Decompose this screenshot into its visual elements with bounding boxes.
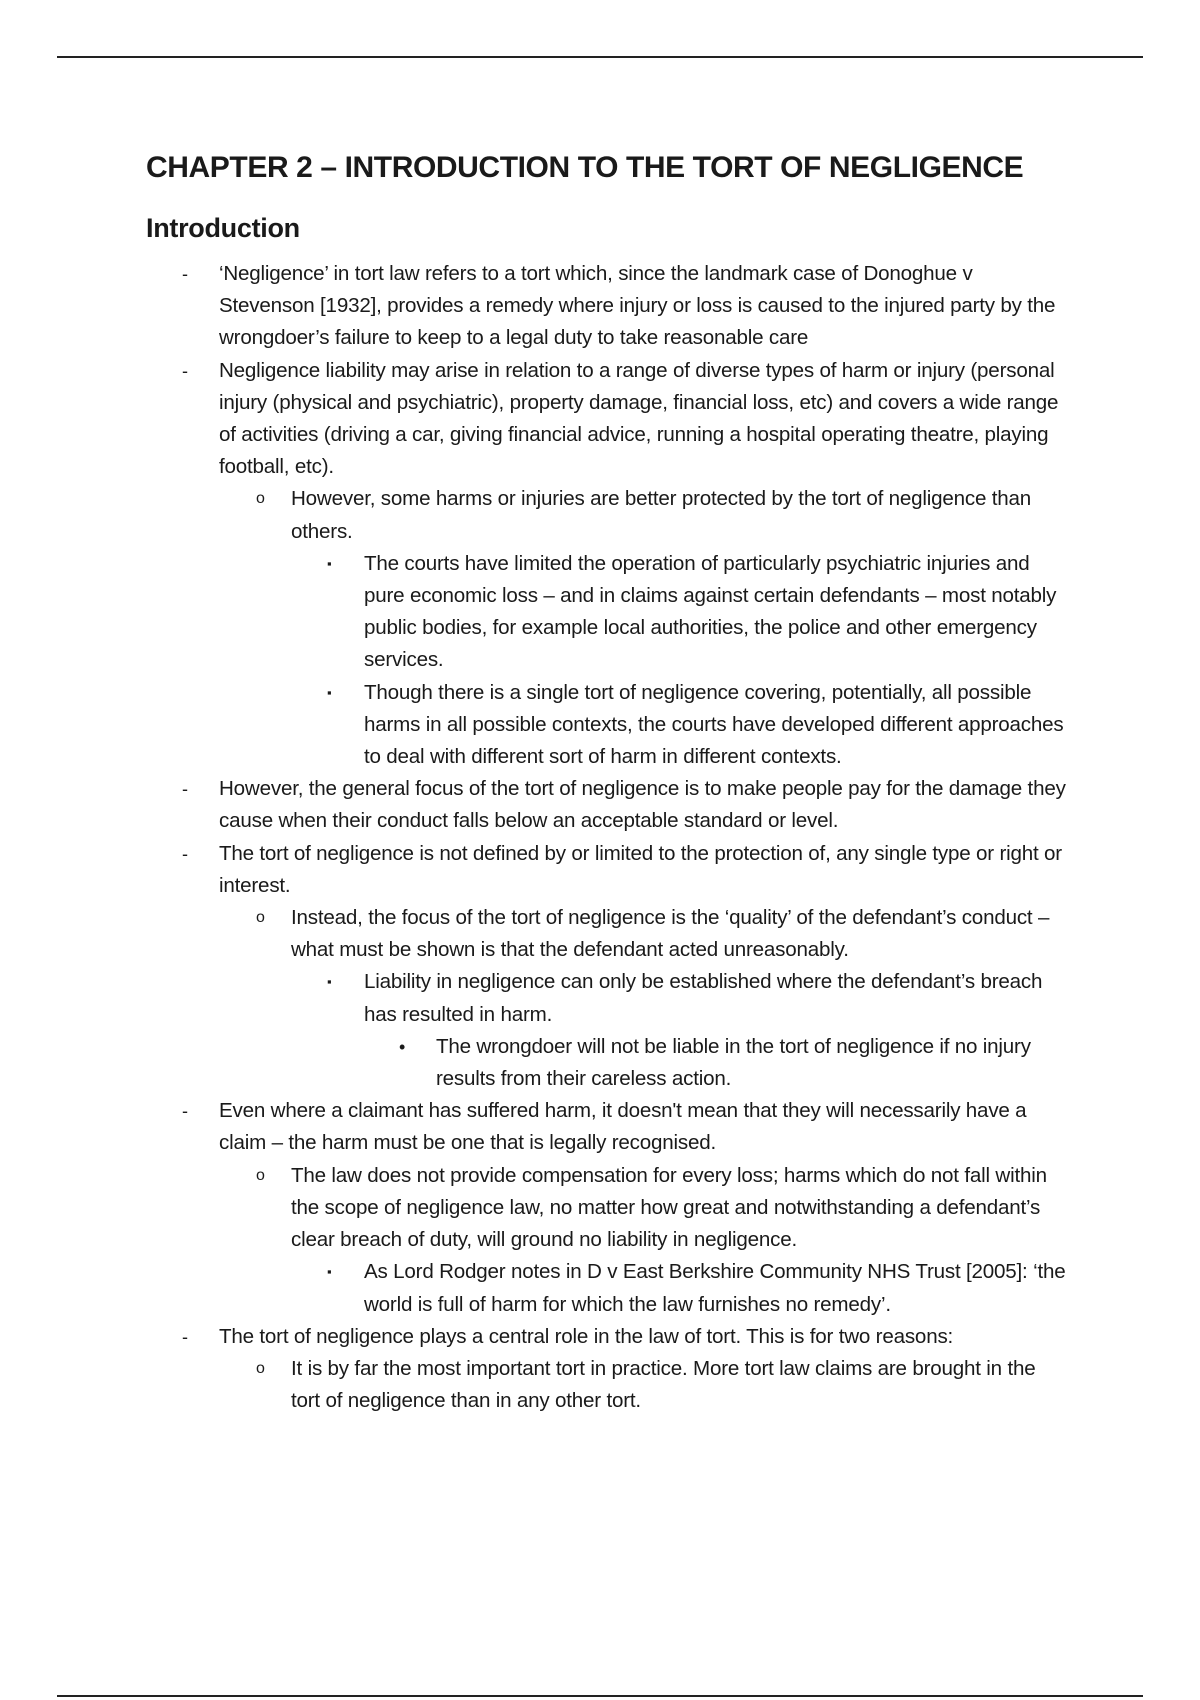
list-item	[146, 548, 1066, 677]
list-item-text: The law does not provide compensation for every loss; harms which do not fall within the scope of negligence law, no matter how great and notwithstanding a defendant’s clear breach of duty, will ground no liability in negligence.	[291, 1163, 1047, 1252]
dash-marker: -	[182, 1101, 188, 1122]
list-item	[146, 1160, 1066, 1257]
dash-marker: -	[182, 779, 188, 800]
list-item	[146, 1031, 1066, 1095]
circle-marker: o	[256, 909, 265, 927]
footer-rule	[57, 1695, 1143, 1697]
document-page	[146, 146, 1066, 1417]
list-item	[146, 258, 1066, 355]
square-marker: ▪	[327, 1264, 332, 1280]
list-item	[146, 838, 1066, 902]
list-item-text: Liability in negligence can only be established where the defendant’s breach has resulted in harm.	[364, 970, 1043, 1026]
square-marker: ▪	[327, 684, 332, 700]
list-item-text: It is by far the most important tort in practice. More tort law claims are brought in the tort of negligence than in any other tort.	[291, 1356, 1036, 1413]
list-item	[146, 677, 1066, 774]
list-item	[146, 483, 1066, 547]
circle-marker: o	[256, 1166, 265, 1184]
list-item-text: The wrongdoer will not be liable in the tort of negligence if no injury results from their careless action.	[436, 1034, 1031, 1091]
dash-marker: -	[182, 360, 188, 381]
list-item-text: However, some harms or injuries are better protected by the tort of negligence than others.	[291, 487, 1032, 543]
list-item-text: However, the general focus of the tort of negligence is to make people pay for the damage they cause when their conduct falls below an acceptable standard or level.	[219, 777, 1066, 833]
list-item	[146, 1256, 1066, 1320]
list-item-text: The tort of negligence is not defined by or limited to the protection of, any single type or right or interest.	[219, 841, 1062, 897]
header-rule	[57, 56, 1143, 58]
square-marker: ▪	[327, 974, 332, 990]
list-item-text: Instead, the focus of the tort of negligence is the ‘quality’ of the defendant’s conduct – what must be shown is that the defendant acted unreasonably.	[291, 906, 1050, 962]
list-item	[146, 355, 1066, 484]
chapter-title: CHAPTER 2 – INTRODUCTION TO THE TORT OF NEGLIGENCE	[146, 151, 1024, 184]
circle-marker: o	[256, 490, 265, 508]
dash-marker: -	[182, 1326, 188, 1347]
list-item	[146, 1095, 1066, 1159]
section-heading: Introduction	[146, 213, 300, 243]
dash-marker: -	[182, 264, 188, 284]
list-item-text: Negligence liability may arise in relation to a range of diverse types of harm or injury (personal injury (physical and psychiatric), property damage, financial loss, etc) and covers a wide range of activities (driving a car, giving financial advice, running a hospital operating theatre, playing football, etc).	[219, 358, 1059, 479]
list-item	[146, 773, 1066, 837]
list-item	[146, 1321, 1066, 1353]
list-item-text: The courts have limited the operation of particularly psychiatric injuries and pure economic loss – and in claims against certain defendants – most notably public bodies, for example local authorities, the police and other emergency services.	[364, 551, 1057, 672]
square-marker: ▪	[327, 555, 332, 571]
circle-marker: o	[256, 1359, 265, 1377]
bullet-marker: •	[399, 1036, 406, 1057]
list-item-text: Though there is a single tort of negligence covering, potentially, all possible harms in all possible contexts, the courts have developed different approaches to deal with different sort of harm in different contexts.	[364, 680, 1064, 769]
list-item-text: As Lord Rodger notes in D v East Berkshire Community NHS Trust [2005]: ‘the world is full of harm for which the law furnishes no remedy’.	[364, 1260, 1066, 1316]
bullet-list	[146, 258, 1066, 1417]
dash-marker: -	[182, 843, 188, 864]
list-item	[146, 1353, 1066, 1417]
list-item	[146, 902, 1066, 966]
list-item-text: Even where a claimant has suffered harm, it doesn't mean that they will necessarily have a claim – the harm must be one that is legally recognised.	[219, 1099, 1027, 1155]
list-item	[146, 966, 1066, 1030]
list-item-text: ‘Negligence’ in tort law refers to a tort which, since the landmark case of Donoghue v Stevenson [1932], provides a remedy where injury or loss is caused to the injured party by the wrongdoer’s failure to keep to a legal duty to take reasonable care	[219, 262, 1056, 350]
list-item-text: The tort of negligence plays a central role in the law of tort. This is for two reasons:	[219, 1324, 954, 1348]
